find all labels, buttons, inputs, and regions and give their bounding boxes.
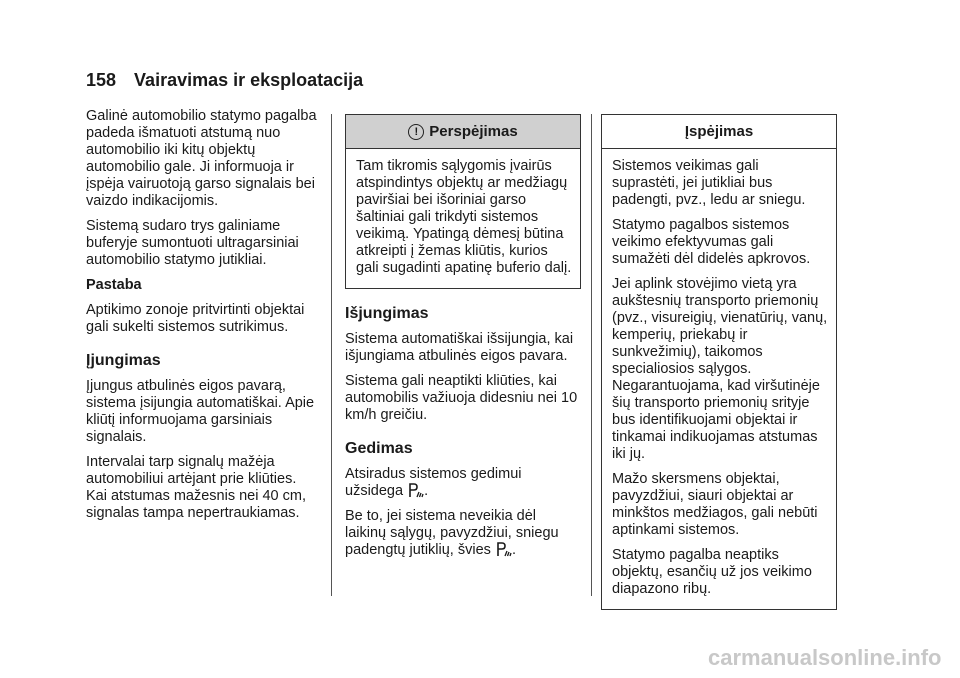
warning-circle-icon: !: [408, 124, 424, 140]
note-label: Pastaba: [86, 277, 142, 293]
notice-paragraph-5: Statymo pagalba neaptiks objektų, esančių už jos veikimo diapazono ribų.: [612, 547, 812, 597]
watermark: carmanualsonline.info: [708, 645, 942, 670]
intro-paragraph: Galinė automobilio statymo pagalba padeda išmatuoti atstumą nuo automobilio iki kitų objektų automobilio gale. Ji informuoja ir įspėja vairuotoją garso signalais bei vaizdo indikacijomis.: [86, 108, 317, 209]
interval-paragraph: Intervalai tarp signalų mažėja automobiliui artėjant prie kliūties. Kai atstumas mažesnis nei 40 cm, signalas tampa nepertraukiamas.: [86, 454, 307, 521]
note-text: Aptikimo zonoje pritvirtinti objektai gali sukelti sistemos sutrikimus.: [86, 302, 305, 335]
fault-text-end: .: [424, 483, 429, 499]
activation-paragraph: Įjungus atbulinės eigos pavarą, sistema įsijungia automatiškai. Apie kliūtį informuojama garsiniais signalais.: [86, 378, 315, 445]
park-assist-icon: [497, 542, 512, 557]
park-assist-icon: [409, 483, 424, 498]
section-heading-fault: Gedimas: [345, 440, 413, 457]
column-left: [86, 108, 318, 530]
notice-box-body: [602, 149, 836, 609]
deactivation-paragraph: Sistema automatiškai išsijungia, kai išjungiama atbulinės eigos pavara.: [345, 331, 574, 364]
warning-box-header: [346, 115, 580, 149]
temporary-fault-text-end: .: [511, 542, 516, 558]
temporary-fault-text: Be to, jei sistema neveikia dėl laikinų sąlygų, pavyzdžiui, sniegu padengtų jutiklių, švies: [345, 508, 559, 558]
warning-box: [345, 114, 581, 289]
notice-paragraph-4: Mažo skersmens objektai, pavyzdžiui, siauri objektai ar minkštos medžiagos, gali nebūti aptinkami sistemos.: [612, 471, 818, 538]
column-middle: [345, 114, 581, 567]
warning-text: Tam tikromis sąlygomis įvairūs atspindintys objektų ar medžiagų paviršiai bei išoriniai garso šaltiniai gali trikdyti sistemos veikimą. Ypatingą dėmesį būtina atkreipti į žemas kliūtis, kurios gali sugadinti apatinę buferio dalį.: [356, 158, 572, 276]
column-divider-right: [591, 114, 592, 596]
section-heading-off: Išjungimas: [345, 305, 429, 322]
fault-paragraph: [345, 466, 581, 500]
page-header: [86, 70, 363, 91]
column-divider-left: [331, 114, 332, 596]
notice-box: [601, 114, 837, 610]
page-title: Vairavimas ir eksploatacija: [134, 70, 364, 90]
notice-paragraph-3: Jei aplink stovėjimo vietą yra aukštesnių transporto priemonių (pvz., visureigių, vienatūrių, vanų, kemperių, priekabų ir sunkvežimių), taikomos specialiosios sąlygos. Negarantuojama, kad viršutinėje šių transporto priemonių srityje bus identifikuojami objektai ir tinkamai indikuojamas atstumas iki jų.: [612, 276, 828, 462]
temporary-fault-paragraph: [345, 508, 581, 559]
notice-title: Įspėjimas: [684, 123, 754, 140]
notice-box-header: [602, 115, 836, 149]
sensors-paragraph: Sistemą sudaro trys galiniame buferyje sumontuoti ultragarsiniai automobilio statymo jutikliai.: [86, 218, 299, 268]
notice-paragraph-2: Statymo pagalbos sistemos veikimo efektyvumas gali sumažėti dėl didelės apkrovos.: [612, 217, 811, 267]
section-heading-on: Įjungimas: [86, 352, 161, 369]
fault-text: Atsiradus sistemos gedimui užsidega: [345, 466, 522, 499]
notice-paragraph-1: Sistemos veikimas gali suprastėti, jei jutikliai bus padengti, pvz., ledu ar sniegu.: [612, 158, 806, 208]
column-right: [601, 114, 837, 610]
speed-paragraph: Sistema gali neaptikti kliūties, kai automobilis važiuoja didesniu nei 10 km/h greičiu.: [345, 373, 578, 423]
warning-box-body: [346, 149, 580, 288]
page-number: 158: [86, 70, 117, 90]
warning-title: Perspėjimas: [429, 123, 518, 140]
